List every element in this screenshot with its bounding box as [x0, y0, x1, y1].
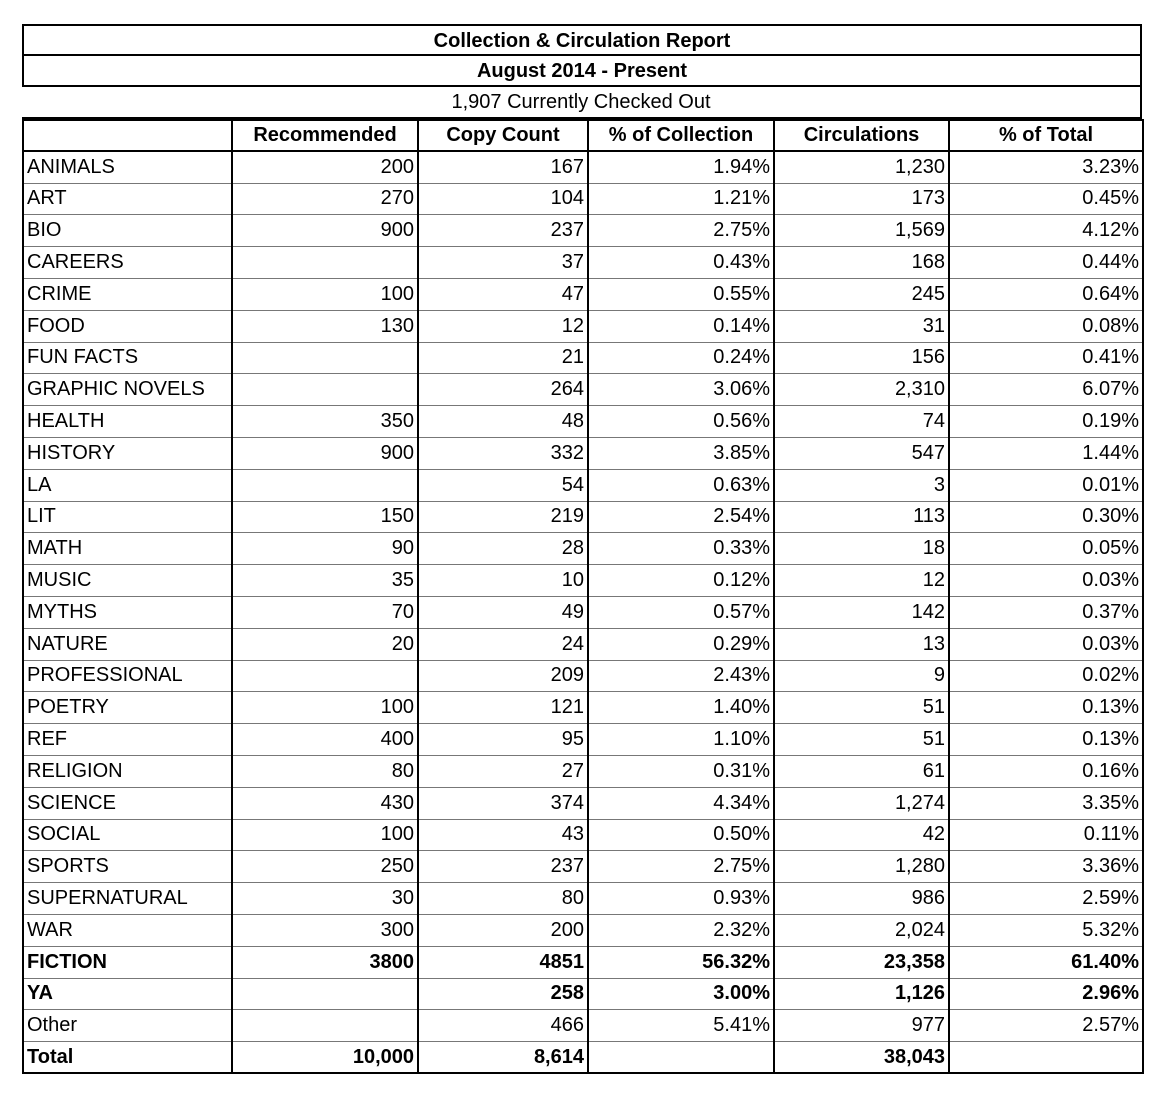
cell-circulations: 245: [774, 278, 949, 310]
table-row: [23, 660, 1143, 692]
cell-category: FOOD: [23, 310, 232, 342]
cell-category: SUPERNATURAL: [23, 883, 232, 915]
cell-category: PROFESSIONAL: [23, 660, 232, 692]
cell-pct-total: 2.57%: [949, 1010, 1143, 1042]
cell-category: HEALTH: [23, 406, 232, 438]
cell-copy-count: 47: [418, 278, 588, 310]
cell-circulations: 31: [774, 310, 949, 342]
cell-category: MATH: [23, 533, 232, 565]
cell-pct-collection: 0.55%: [588, 278, 774, 310]
cell-circulations: 51: [774, 692, 949, 724]
cell-category: MUSIC: [23, 565, 232, 597]
cell-pct-total: 0.64%: [949, 278, 1143, 310]
cell-pct-collection: 1.21%: [588, 183, 774, 215]
table-row: [23, 628, 1143, 660]
table-row: [23, 787, 1143, 819]
cell-pct-collection: 0.57%: [588, 596, 774, 628]
cell-circulations: 51: [774, 724, 949, 756]
header-row: [23, 120, 1143, 152]
report-title: Collection & Circulation Report: [22, 24, 1142, 56]
cell-copy-count: 167: [418, 151, 588, 183]
cell-recommended: 900: [232, 215, 418, 247]
header-circulations: Circulations: [774, 120, 949, 152]
cell-pct-total: 3.23%: [949, 151, 1143, 183]
cell-category: ANIMALS: [23, 151, 232, 183]
cell-recommended: 100: [232, 692, 418, 724]
cell-circulations: 2,024: [774, 914, 949, 946]
table-row: [23, 501, 1143, 533]
cell-recommended: 150: [232, 501, 418, 533]
cell-circulations: 2,310: [774, 374, 949, 406]
cell-circulations: 986: [774, 883, 949, 915]
cell-circulations: 547: [774, 437, 949, 469]
table-row: [23, 978, 1143, 1010]
cell-pct-collection: 1.10%: [588, 724, 774, 756]
table-row: [23, 565, 1143, 597]
table-row: [23, 406, 1143, 438]
cell-circulations: 142: [774, 596, 949, 628]
cell-recommended: 90: [232, 533, 418, 565]
cell-recommended: 30: [232, 883, 418, 915]
cell-circulations: 38,043: [774, 1042, 949, 1074]
cell-category: GRAPHIC NOVELS: [23, 374, 232, 406]
cell-pct-collection: 0.56%: [588, 406, 774, 438]
cell-category: FICTION: [23, 946, 232, 978]
cell-circulations: 977: [774, 1010, 949, 1042]
cell-pct-collection: 0.63%: [588, 469, 774, 501]
cell-recommended: 250: [232, 851, 418, 883]
cell-pct-collection: 2.54%: [588, 501, 774, 533]
cell-copy-count: 4851: [418, 946, 588, 978]
cell-copy-count: 24: [418, 628, 588, 660]
cell-copy-count: 258: [418, 978, 588, 1010]
cell-circulations: 173: [774, 183, 949, 215]
cell-pct-total: 0.13%: [949, 724, 1143, 756]
table-row: [23, 374, 1143, 406]
table-row: [23, 851, 1143, 883]
cell-pct-collection: 0.12%: [588, 565, 774, 597]
cell-pct-total: 4.12%: [949, 215, 1143, 247]
checked-out-summary: 1,907 Currently Checked Out: [22, 87, 1142, 119]
table-row: [23, 946, 1143, 978]
cell-pct-total: 0.11%: [949, 819, 1143, 851]
header-recommended: Recommended: [232, 120, 418, 152]
cell-copy-count: 21: [418, 342, 588, 374]
cell-pct-total: 0.37%: [949, 596, 1143, 628]
cell-category: SPORTS: [23, 851, 232, 883]
cell-pct-total: 2.59%: [949, 883, 1143, 915]
cell-recommended: 300: [232, 914, 418, 946]
cell-recommended: [232, 469, 418, 501]
cell-pct-total: 2.96%: [949, 978, 1143, 1010]
cell-circulations: 1,126: [774, 978, 949, 1010]
cell-pct-collection: 2.32%: [588, 914, 774, 946]
cell-pct-total: 0.13%: [949, 692, 1143, 724]
cell-category: CRIME: [23, 278, 232, 310]
table-row: [23, 437, 1143, 469]
cell-copy-count: 54: [418, 469, 588, 501]
cell-category: SCIENCE: [23, 787, 232, 819]
cell-circulations: 23,358: [774, 946, 949, 978]
cell-copy-count: 121: [418, 692, 588, 724]
cell-pct-collection: [588, 1042, 774, 1074]
cell-pct-total: 0.44%: [949, 247, 1143, 279]
report-period: August 2014 - Present: [22, 56, 1142, 88]
cell-recommended: 20: [232, 628, 418, 660]
table-row: [23, 183, 1143, 215]
cell-pct-collection: 2.75%: [588, 215, 774, 247]
cell-pct-collection: 0.31%: [588, 755, 774, 787]
cell-pct-collection: 3.00%: [588, 978, 774, 1010]
cell-recommended: 350: [232, 406, 418, 438]
table-row: [23, 1042, 1143, 1074]
header-pct-total: % of Total: [949, 120, 1143, 152]
collection-table: [22, 119, 1144, 1075]
cell-pct-total: 0.03%: [949, 628, 1143, 660]
cell-category: Total: [23, 1042, 232, 1074]
table-row: [23, 883, 1143, 915]
cell-copy-count: 10: [418, 565, 588, 597]
cell-recommended: [232, 342, 418, 374]
cell-category: POETRY: [23, 692, 232, 724]
cell-pct-collection: 3.06%: [588, 374, 774, 406]
cell-pct-collection: 0.50%: [588, 819, 774, 851]
table-row: [23, 755, 1143, 787]
table-row: [23, 247, 1143, 279]
cell-copy-count: 43: [418, 819, 588, 851]
cell-recommended: 900: [232, 437, 418, 469]
cell-circulations: 12: [774, 565, 949, 597]
cell-category: FUN FACTS: [23, 342, 232, 374]
cell-pct-collection: 3.85%: [588, 437, 774, 469]
cell-pct-total: 61.40%: [949, 946, 1143, 978]
cell-category: RELIGION: [23, 755, 232, 787]
table-row: [23, 692, 1143, 724]
cell-category: REF: [23, 724, 232, 756]
table-row: [23, 215, 1143, 247]
cell-pct-total: 0.05%: [949, 533, 1143, 565]
cell-circulations: 9: [774, 660, 949, 692]
cell-pct-collection: 2.43%: [588, 660, 774, 692]
cell-category: HISTORY: [23, 437, 232, 469]
cell-circulations: 61: [774, 755, 949, 787]
cell-recommended: 3800: [232, 946, 418, 978]
cell-recommended: 400: [232, 724, 418, 756]
cell-pct-total: 0.08%: [949, 310, 1143, 342]
cell-category: MYTHS: [23, 596, 232, 628]
cell-category: YA: [23, 978, 232, 1010]
cell-circulations: 1,230: [774, 151, 949, 183]
cell-pct-collection: 0.29%: [588, 628, 774, 660]
cell-pct-total: 0.30%: [949, 501, 1143, 533]
cell-category: BIO: [23, 215, 232, 247]
cell-pct-total: 5.32%: [949, 914, 1143, 946]
header-copy-count: Copy Count: [418, 120, 588, 152]
cell-copy-count: 332: [418, 437, 588, 469]
cell-copy-count: 28: [418, 533, 588, 565]
table-row: [23, 310, 1143, 342]
cell-copy-count: 49: [418, 596, 588, 628]
cell-recommended: 100: [232, 278, 418, 310]
cell-pct-total: 3.35%: [949, 787, 1143, 819]
cell-recommended: [232, 1010, 418, 1042]
cell-pct-total: 0.01%: [949, 469, 1143, 501]
cell-pct-collection: 5.41%: [588, 1010, 774, 1042]
cell-circulations: 3: [774, 469, 949, 501]
cell-category: ART: [23, 183, 232, 215]
cell-recommended: [232, 247, 418, 279]
cell-circulations: 13: [774, 628, 949, 660]
cell-copy-count: 264: [418, 374, 588, 406]
cell-recommended: 70: [232, 596, 418, 628]
cell-category: Other: [23, 1010, 232, 1042]
table-row: [23, 1010, 1143, 1042]
cell-pct-total: 0.03%: [949, 565, 1143, 597]
cell-category: LA: [23, 469, 232, 501]
cell-category: CAREERS: [23, 247, 232, 279]
cell-circulations: 74: [774, 406, 949, 438]
cell-copy-count: 219: [418, 501, 588, 533]
table-row: [23, 724, 1143, 756]
cell-recommended: 10,000: [232, 1042, 418, 1074]
cell-copy-count: 95: [418, 724, 588, 756]
cell-recommended: [232, 374, 418, 406]
cell-circulations: 156: [774, 342, 949, 374]
header-pct-collection: % of Collection: [588, 120, 774, 152]
cell-recommended: 430: [232, 787, 418, 819]
cell-copy-count: 200: [418, 914, 588, 946]
cell-pct-total: 0.45%: [949, 183, 1143, 215]
cell-recommended: 130: [232, 310, 418, 342]
cell-copy-count: 237: [418, 215, 588, 247]
cell-recommended: 100: [232, 819, 418, 851]
cell-pct-total: 3.36%: [949, 851, 1143, 883]
cell-pct-total: 0.41%: [949, 342, 1143, 374]
cell-copy-count: 374: [418, 787, 588, 819]
cell-pct-collection: 4.34%: [588, 787, 774, 819]
report: [22, 24, 1142, 1074]
cell-pct-collection: 0.24%: [588, 342, 774, 374]
cell-recommended: 270: [232, 183, 418, 215]
cell-pct-total: 0.19%: [949, 406, 1143, 438]
cell-pct-collection: 1.40%: [588, 692, 774, 724]
cell-copy-count: 48: [418, 406, 588, 438]
cell-recommended: [232, 660, 418, 692]
cell-circulations: 1,569: [774, 215, 949, 247]
cell-pct-total: 0.02%: [949, 660, 1143, 692]
cell-copy-count: 466: [418, 1010, 588, 1042]
cell-category: LIT: [23, 501, 232, 533]
cell-pct-collection: 0.33%: [588, 533, 774, 565]
cell-recommended: [232, 978, 418, 1010]
cell-pct-collection: 1.94%: [588, 151, 774, 183]
cell-copy-count: 237: [418, 851, 588, 883]
cell-pct-total: 6.07%: [949, 374, 1143, 406]
cell-pct-total: [949, 1042, 1143, 1074]
cell-category: WAR: [23, 914, 232, 946]
table-row: [23, 533, 1143, 565]
cell-recommended: 35: [232, 565, 418, 597]
table-row: [23, 914, 1143, 946]
table-row: [23, 819, 1143, 851]
cell-circulations: 18: [774, 533, 949, 565]
cell-pct-collection: 0.93%: [588, 883, 774, 915]
table-row: [23, 596, 1143, 628]
cell-pct-collection: 2.75%: [588, 851, 774, 883]
cell-copy-count: 27: [418, 755, 588, 787]
cell-copy-count: 12: [418, 310, 588, 342]
cell-category: NATURE: [23, 628, 232, 660]
cell-circulations: 113: [774, 501, 949, 533]
cell-recommended: 80: [232, 755, 418, 787]
cell-circulations: 168: [774, 247, 949, 279]
table-row: [23, 151, 1143, 183]
cell-copy-count: 80: [418, 883, 588, 915]
cell-circulations: 1,274: [774, 787, 949, 819]
cell-copy-count: 37: [418, 247, 588, 279]
cell-copy-count: 209: [418, 660, 588, 692]
cell-pct-collection: 0.14%: [588, 310, 774, 342]
cell-pct-total: 1.44%: [949, 437, 1143, 469]
cell-circulations: 42: [774, 819, 949, 851]
table-row: [23, 342, 1143, 374]
cell-pct-collection: 0.43%: [588, 247, 774, 279]
cell-pct-total: 0.16%: [949, 755, 1143, 787]
cell-pct-collection: 56.32%: [588, 946, 774, 978]
table-row: [23, 469, 1143, 501]
cell-circulations: 1,280: [774, 851, 949, 883]
cell-copy-count: 104: [418, 183, 588, 215]
table-body: [23, 120, 1143, 1074]
cell-recommended: 200: [232, 151, 418, 183]
cell-copy-count: 8,614: [418, 1042, 588, 1074]
cell-category: SOCIAL: [23, 819, 232, 851]
header-category: [23, 120, 232, 152]
table-row: [23, 278, 1143, 310]
